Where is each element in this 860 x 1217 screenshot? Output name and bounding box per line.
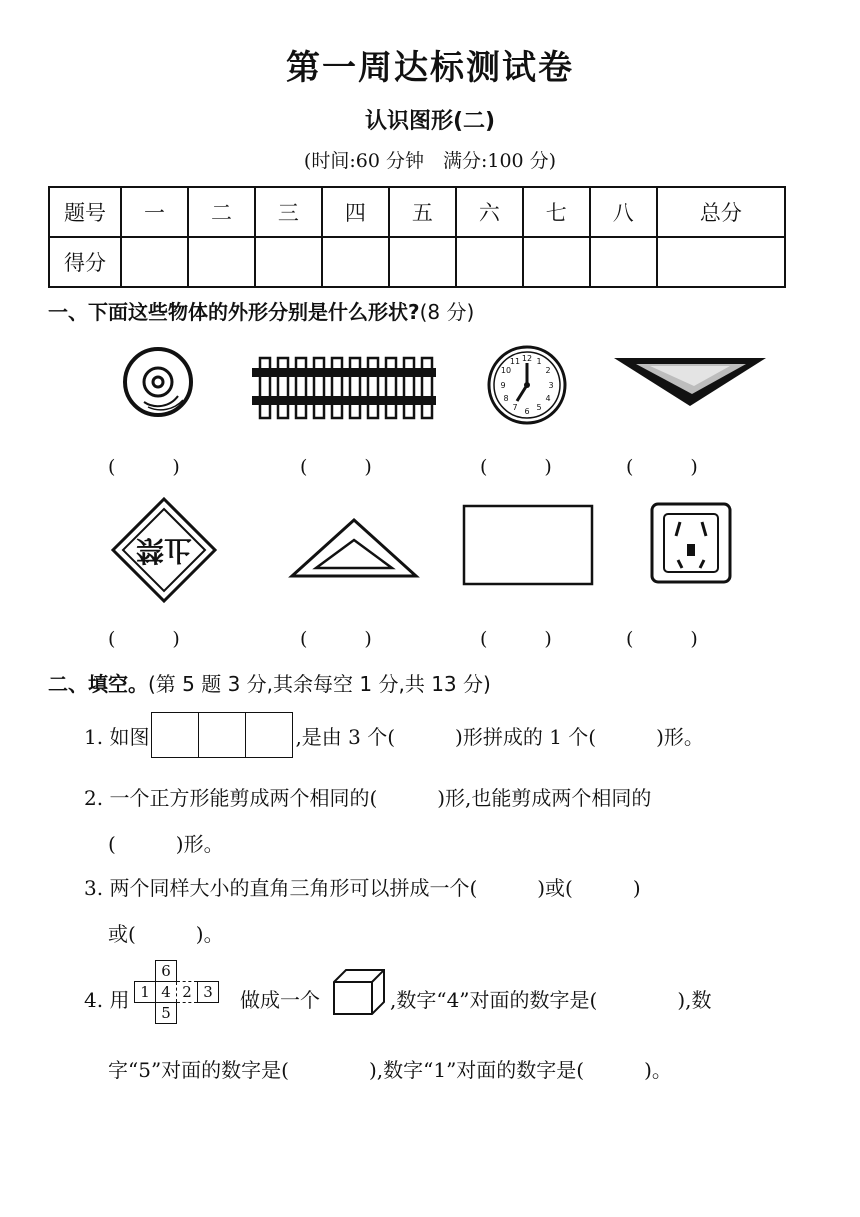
- score-cell[interactable]: [456, 237, 523, 287]
- score-cell[interactable]: [255, 237, 322, 287]
- svg-text:12: 12: [521, 354, 533, 363]
- page-subtitle: 认识图形(二): [364, 109, 496, 134]
- answer-blank-2[interactable]: ( ): [300, 456, 372, 478]
- three-squares-figure: [151, 712, 293, 758]
- rectangle-image: [462, 504, 594, 586]
- question-4-mid: 做成一个: [240, 988, 320, 1012]
- svg-text:6: 6: [524, 407, 530, 416]
- score-header-cell: 二: [188, 187, 255, 237]
- score-cell[interactable]: [322, 237, 389, 287]
- svg-text:11: 11: [509, 357, 521, 366]
- power-socket-image: [650, 502, 732, 584]
- section2-heading-text: 二、填空。: [48, 672, 148, 696]
- cd-disc-image: [122, 346, 194, 418]
- score-cell[interactable]: [121, 237, 188, 287]
- net-face: 5: [156, 1003, 177, 1024]
- net-empty: [177, 961, 198, 982]
- score-cell[interactable]: [657, 237, 785, 287]
- question-3-line-1[interactable]: 3. 两个同样大小的直角三角形可以拼成一个( )或( ): [84, 876, 641, 900]
- answer-blank-8[interactable]: ( ): [626, 628, 698, 650]
- question-4-line-2[interactable]: 字“5”对面的数字是( ),数字“1”对面的数字是( )。: [108, 1058, 672, 1082]
- score-table-header-row: [49, 187, 785, 237]
- section2-heading: [48, 668, 491, 697]
- triangle-flag-image: [610, 352, 770, 410]
- section1-points: (8 分): [419, 300, 475, 324]
- diamond-sign-image: [110, 496, 218, 604]
- answer-blank-7[interactable]: ( ): [480, 628, 552, 650]
- cube-icon: [330, 966, 388, 1018]
- score-header-cell: 四: [322, 187, 389, 237]
- answer-blank-5[interactable]: ( ): [108, 628, 180, 650]
- net-empty: [177, 1003, 198, 1024]
- section1-heading-text: 一、下面这些物体的外形分别是什么形状?: [48, 300, 420, 324]
- score-header-cell: 总分: [657, 187, 785, 237]
- svg-text:9: 9: [500, 381, 506, 390]
- score-table-score-row: [49, 237, 785, 287]
- answer-blank-4[interactable]: ( ): [626, 456, 698, 478]
- answer-blank-1[interactable]: ( ): [108, 456, 180, 478]
- railway-track-image: [250, 352, 438, 424]
- svg-text:3: 3: [548, 381, 554, 390]
- answer-blank-6[interactable]: ( ): [300, 628, 372, 650]
- net-face: 3: [198, 982, 219, 1003]
- cube-net-figure: [134, 960, 219, 1024]
- svg-text:2: 2: [545, 366, 551, 375]
- question-2-line-1[interactable]: 2. 一个正方形能剪成两个相同的( )形,也能剪成两个相同的: [84, 786, 652, 810]
- net-empty: [135, 961, 156, 982]
- svg-text:5: 5: [536, 403, 542, 412]
- square-cell: [246, 712, 293, 758]
- score-row-label: 得分: [49, 237, 121, 287]
- clock-image: [486, 344, 568, 426]
- svg-text:8: 8: [503, 394, 509, 403]
- net-face: 6: [156, 961, 177, 982]
- svg-text:1: 1: [536, 357, 542, 366]
- score-header-cell: 六: [456, 187, 523, 237]
- net-empty: [135, 1003, 156, 1024]
- net-face: 2: [177, 982, 198, 1003]
- score-cell[interactable]: [590, 237, 657, 287]
- score-header-cell: 题号: [49, 187, 121, 237]
- svg-text:4: 4: [545, 394, 551, 403]
- score-table: [48, 186, 786, 288]
- net-empty: [198, 1003, 219, 1024]
- question-1: [84, 712, 704, 758]
- net-face: 1: [135, 982, 156, 1003]
- svg-text:7: 7: [512, 403, 518, 412]
- q1-text-b[interactable]: ,是由 3 个( )形拼成的 1 个( )形。: [295, 724, 704, 749]
- score-cell[interactable]: [523, 237, 590, 287]
- exam-meta: (时间:60 分钟 满分:100 分): [303, 150, 557, 172]
- sign-text: 禁止: [135, 534, 192, 567]
- question-4-line-1[interactable]: ,数字“4”对面的数字是( ),数: [390, 988, 712, 1012]
- answer-blank-3[interactable]: ( ): [480, 456, 552, 478]
- score-cell[interactable]: [389, 237, 456, 287]
- square-cell: [199, 712, 246, 758]
- question-4-prefix: 4. 用: [84, 988, 130, 1012]
- set-square-image: [288, 516, 420, 580]
- svg-text:10: 10: [500, 366, 512, 375]
- question-2-line-2[interactable]: ( )形。: [108, 832, 224, 856]
- net-face: 4: [156, 982, 177, 1003]
- square-cell: [151, 712, 199, 758]
- question-3-line-2[interactable]: 或( )。: [108, 922, 224, 946]
- page-title: 第一周达标测试卷: [286, 48, 574, 88]
- net-empty: [198, 961, 219, 982]
- score-header-cell: 一: [121, 187, 188, 237]
- score-cell[interactable]: [188, 237, 255, 287]
- section2-points: (第 5 题 3 分,其余每空 1 分,共 13 分): [148, 672, 491, 696]
- score-header-cell: 三: [255, 187, 322, 237]
- q1-text-a: 1. 如图: [84, 724, 150, 749]
- score-header-cell: 八: [590, 187, 657, 237]
- score-header-cell: 五: [389, 187, 456, 237]
- section1-heading: [48, 296, 474, 325]
- score-header-cell: 七: [523, 187, 590, 237]
